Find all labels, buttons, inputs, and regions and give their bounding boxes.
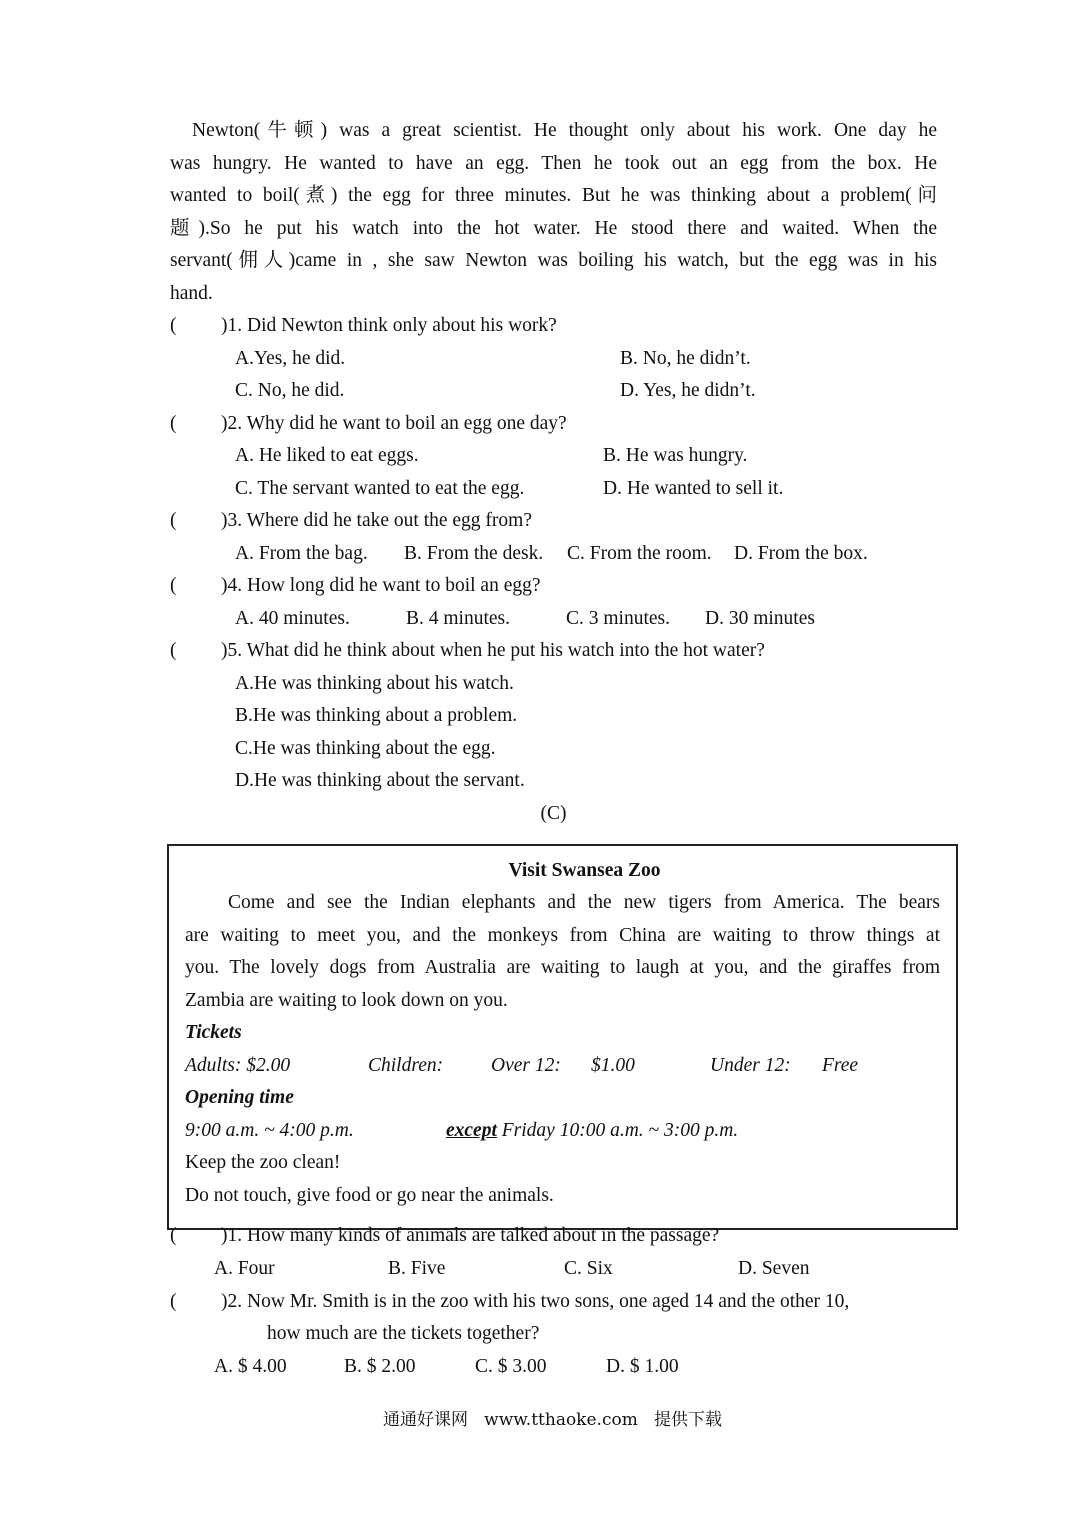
rule-clean: Keep the zoo clean!: [185, 1152, 341, 1173]
option-a: A.He was thinking about his watch.: [235, 673, 514, 694]
passage-line: Newton(牛顿) was a great scientist. He thought only about his work. One day he: [192, 120, 937, 141]
option-b: B. No, he didn’t.: [620, 348, 751, 369]
answer-blank[interactable]: (: [170, 510, 177, 531]
opening-hours: 9:00 a.m. ~ 4:00 p.m.: [185, 1120, 354, 1141]
except-word: except: [446, 1120, 497, 1141]
option-c: C. The servant wanted to eat the egg.: [235, 478, 525, 499]
question-text: )2. Now Mr. Smith is in the zoo with his two sons, one aged 14 and the other 10,: [221, 1291, 850, 1312]
notice-body-line: are waiting to meet you, and the monkeys from China are waiting to throw things at: [185, 925, 940, 946]
notice-body-line: you. The lovely dogs from Australia are waiting to laugh at you, and the giraffes from: [185, 957, 940, 978]
option-b: B.He was thinking about a problem.: [235, 705, 518, 726]
section-label: (C): [540, 803, 567, 824]
question-text: )5. What did he think about when he put his watch into the hot water?: [221, 640, 765, 661]
adults-price: Adults: $2.00: [185, 1055, 291, 1076]
question-text-cont: how much are the tickets together?: [267, 1323, 540, 1344]
option-a: A. 40 minutes.: [235, 608, 350, 629]
question-text: )3. Where did he take out the egg from?: [221, 510, 532, 531]
option-b: B. Five: [388, 1258, 446, 1279]
option-d: D. $ 1.00: [606, 1356, 679, 1377]
answer-blank[interactable]: (: [170, 315, 177, 336]
over12-price: $1.00: [591, 1055, 635, 1076]
question-text: )4. How long did he want to boil an egg?: [221, 575, 541, 596]
opening-heading: Opening time: [185, 1087, 294, 1108]
answer-blank[interactable]: (: [170, 413, 177, 434]
option-c: C. $ 3.00: [475, 1356, 547, 1377]
option-d: D. Seven: [738, 1258, 810, 1279]
tickets-heading: Tickets: [185, 1022, 242, 1043]
passage-line: servant(佣人)came in , she saw Newton was boiling his watch, but the egg was in his: [170, 250, 937, 271]
option-c: C. From the room.: [567, 543, 712, 564]
notice-title: Visit Swansea Zoo: [508, 860, 661, 881]
answer-blank[interactable]: (: [170, 1291, 177, 1312]
option-d: D.He was thinking about the servant.: [235, 770, 525, 791]
friday-hours-text: Friday 10:00 a.m. ~ 3:00 p.m.: [501, 1120, 739, 1141]
option-c: C. Six: [564, 1258, 613, 1279]
question-text: )2. Why did he want to boil an egg one day?: [221, 413, 567, 434]
over12-label: Over 12:: [491, 1055, 561, 1076]
notice-body-line: Zambia are waiting to look down on you.: [185, 990, 508, 1011]
option-a: A. Four: [214, 1258, 275, 1279]
answer-blank[interactable]: (: [170, 1225, 177, 1246]
notice-body-line: Come and see the Indian elephants and the new tigers from America. The bears: [228, 892, 940, 913]
question-text: )1. Did Newton think only about his work?: [221, 315, 557, 336]
option-d: D. He wanted to sell it.: [603, 478, 784, 499]
option-b: B. He was hungry.: [603, 445, 748, 466]
under12-label: Under 12:: [710, 1055, 791, 1076]
option-a: A. From the bag.: [235, 543, 368, 564]
passage-line: wanted to boil(煮) the egg for three minutes. But he was thinking about a problem(问: [170, 185, 937, 206]
option-b: B. 4 minutes.: [406, 608, 511, 629]
option-c: C. No, he did.: [235, 380, 345, 401]
option-d: D. From the box.: [734, 543, 868, 564]
option-d: D. 30 minutes: [705, 608, 815, 629]
page-footer: 通通好课网 www.tthaoke.com 提供下载: [382, 1410, 723, 1430]
option-a: A. He liked to eat eggs.: [235, 445, 419, 466]
friday-hours: [446, 1121, 738, 1141]
passage-line: was hungry. He wanted to have an egg. Then he took out an egg from the box. He: [170, 153, 937, 174]
question-text: )1. How many kinds of animals are talked about in the passage?: [221, 1225, 720, 1246]
option-c: C.He was thinking about the egg.: [235, 738, 496, 759]
option-a: A.Yes, he did.: [235, 348, 346, 369]
passage-line: hand.: [170, 283, 213, 304]
passage-line: 题).So he put his watch into the hot water. He stood there and waited. When the: [170, 218, 937, 239]
answer-blank[interactable]: (: [170, 640, 177, 661]
under12-price: Free: [822, 1055, 859, 1076]
rule-no-touch: Do not touch, give food or go near the animals.: [185, 1185, 554, 1206]
option-a: A. $ 4.00: [214, 1356, 287, 1377]
option-b: B. From the desk.: [404, 543, 544, 564]
option-d: D. Yes, he didn’t.: [620, 380, 756, 401]
children-label: Children:: [368, 1055, 444, 1076]
answer-blank[interactable]: (: [170, 575, 177, 596]
option-b: B. $ 2.00: [344, 1356, 416, 1377]
option-c: C. 3 minutes.: [566, 608, 671, 629]
